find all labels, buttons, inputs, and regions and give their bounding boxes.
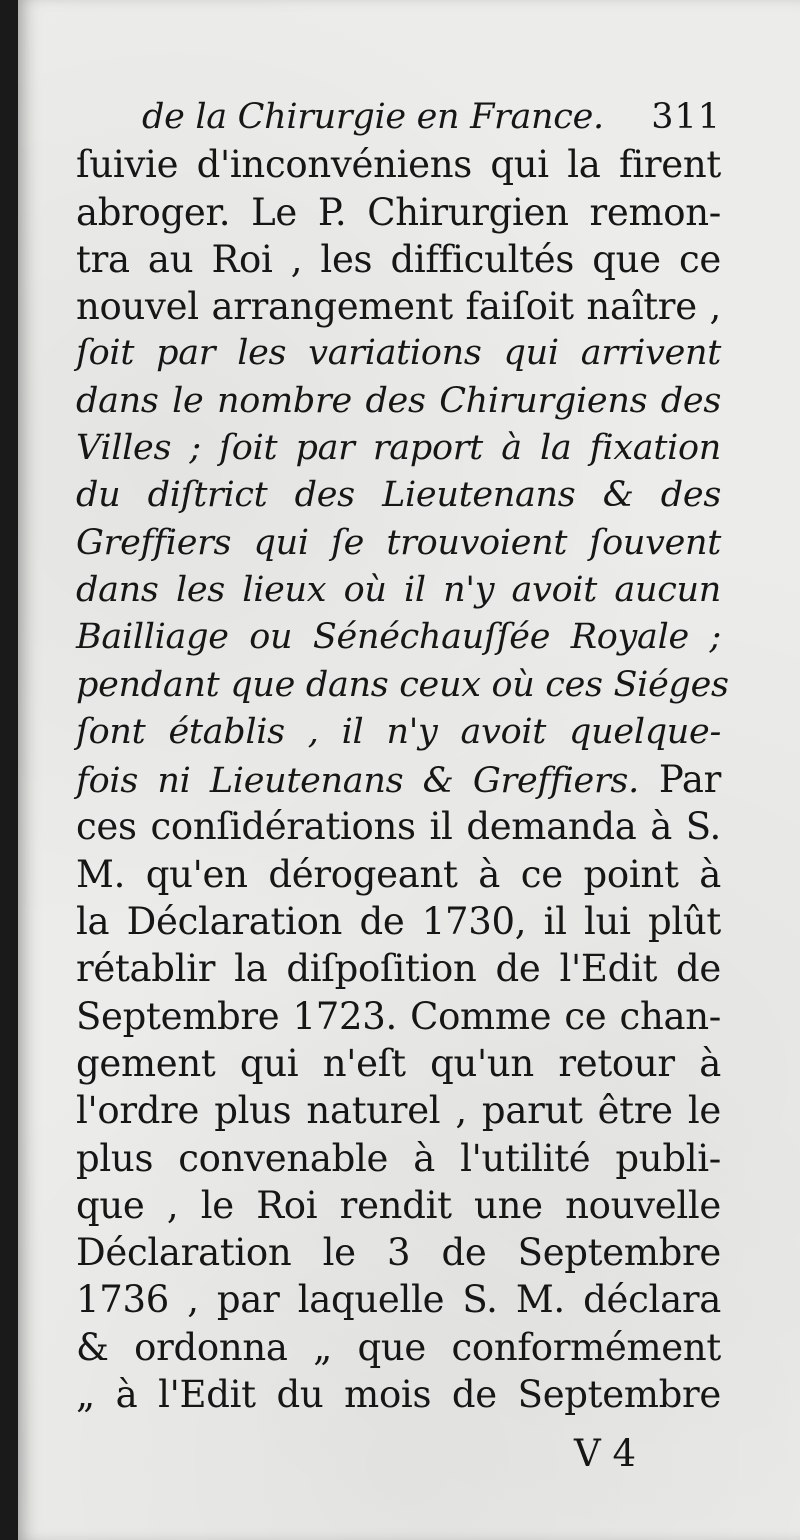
book-page: [18, 0, 800, 1540]
text-line-italic-part: fois ni Lieutenans & Greffiers.: [76, 761, 639, 802]
text-line: ſuivie d'inconvéniens qui la firent: [76, 143, 721, 187]
page-number: 311: [651, 97, 721, 137]
running-header: [76, 94, 721, 141]
text-line: Déclaration le 3 de Septembre: [76, 1231, 721, 1275]
text-line: la Déclaration de 1730, il lui plût: [76, 900, 721, 944]
text-line-mixed: [76, 756, 721, 803]
text-line-italic: dans les lieux où il n'y avoit aucun: [76, 569, 721, 610]
text-line-italic: Bailliage ou Sénéchauſſée Royale ;: [76, 617, 721, 658]
text-line-italic: pendant que dans ceux où ces Siéges: [76, 664, 729, 705]
text-line-italic: Greffiers qui ſe trouvoient ſouvent: [76, 522, 721, 563]
running-title: de la Chirurgie en France.: [142, 97, 604, 137]
text-line: abroger. Le P. Chirurgien remon-: [76, 190, 721, 234]
text-line: rétablir la diſpoſition de l'Edit de: [76, 947, 721, 991]
text-line: tra au Roi , les difficultés que ce: [76, 237, 721, 281]
text-line-roman-part: Par: [638, 758, 721, 802]
text-line: „ à l'Edit du mois de Septembre: [76, 1373, 721, 1417]
text-line: Septembre 1723. Comme ce chan-: [76, 994, 721, 1038]
signature-mark: V 4: [573, 1432, 636, 1475]
text-line: & ordonna „ que conformément: [76, 1325, 721, 1369]
page-text: [76, 94, 729, 1418]
text-line: que , le Roi rendit une nouvelle: [76, 1183, 721, 1227]
text-line: nouvel arrangement faiſoit naître ,: [76, 285, 721, 329]
text-line-italic: ſoit par les variations qui arrivent: [76, 333, 721, 374]
text-line-italic: du diſtrict des Lieutenans & des: [76, 475, 721, 516]
text-line: gement qui n'eſt qu'un retour à: [76, 1041, 721, 1085]
text-line-italic: Villes ; ſoit par raport à la fixation: [76, 428, 721, 469]
text-line-italic: ſont établis , il n'y avoit quelque-: [76, 711, 721, 752]
text-line-italic: dans le nombre des Chirurgiens des: [76, 380, 721, 421]
text-line: plus convenable à l'utilité publi-: [76, 1136, 721, 1180]
text-line: ces conſidérations il demanda à S.: [76, 805, 721, 849]
text-line: l'ordre plus naturel , parut être le: [76, 1089, 721, 1133]
text-line: 1736 , par laquelle S. M. déclara: [76, 1278, 721, 1322]
text-line: M. qu'en dérogeant à ce point à: [76, 852, 721, 896]
